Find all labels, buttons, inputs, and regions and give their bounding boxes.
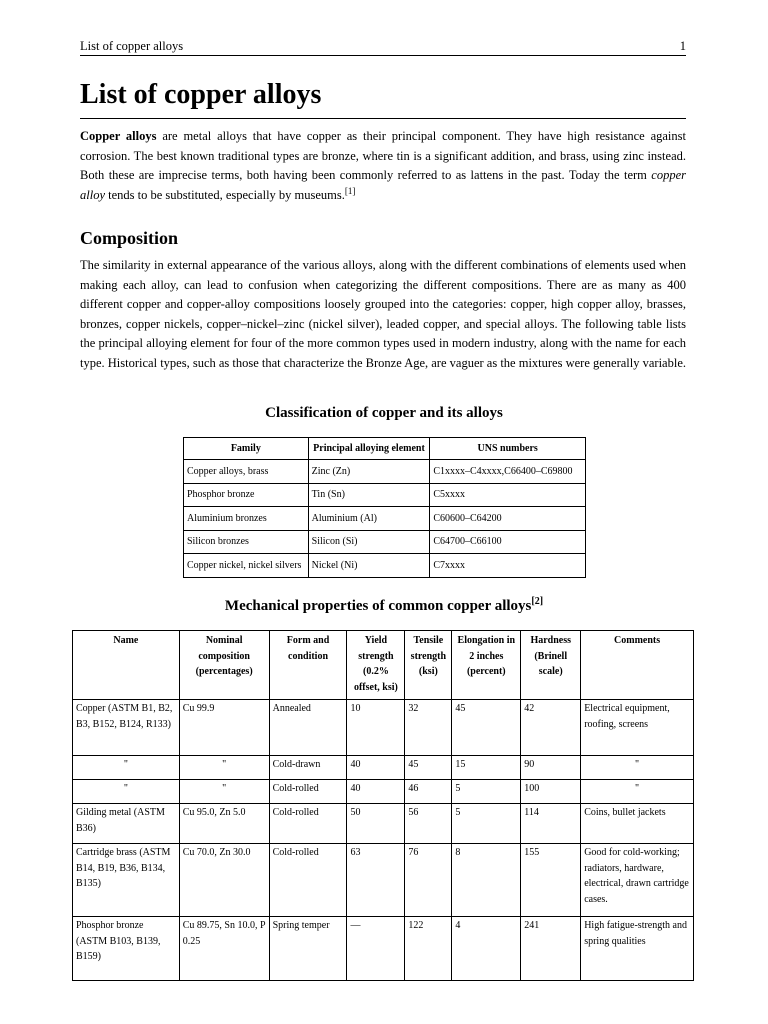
table-cell: Aluminium bronzes bbox=[184, 507, 309, 531]
table-cell: " bbox=[581, 756, 694, 780]
table-cell: 45 bbox=[405, 756, 452, 780]
table-row bbox=[184, 530, 586, 554]
table-row bbox=[184, 507, 586, 531]
table-cell: 241 bbox=[521, 917, 581, 981]
table-row bbox=[73, 804, 694, 844]
reference-link-1[interactable]: [1] bbox=[344, 185, 356, 196]
classification-table bbox=[183, 437, 586, 578]
table-cell: 50 bbox=[347, 804, 405, 844]
table2-header-row bbox=[73, 631, 694, 700]
table2-caption-text: Mechanical properties of common copper alloys bbox=[224, 598, 532, 614]
table-cell: Tin (Sn) bbox=[308, 483, 430, 507]
table-cell: 155 bbox=[521, 844, 581, 917]
column-header: Principal alloying element bbox=[308, 438, 430, 460]
column-header: Nominal composition (percentages) bbox=[179, 631, 269, 700]
table-cell: 45 bbox=[452, 700, 521, 756]
table-cell: Silicon bronzes bbox=[184, 530, 309, 554]
table-cell: 40 bbox=[347, 780, 405, 804]
page-title: List of copper alloys bbox=[80, 78, 686, 119]
table-cell: 100 bbox=[521, 780, 581, 804]
table-cell: Cu 99.9 bbox=[179, 700, 269, 756]
intro-italic-term: copper alloy bbox=[80, 168, 686, 202]
table-cell: C5xxxx bbox=[430, 483, 586, 507]
table-cell: 40 bbox=[347, 756, 405, 780]
table-row bbox=[73, 756, 694, 780]
column-header: Family bbox=[184, 438, 309, 460]
table-cell: Phosphor bronze (ASTM B103, B139, B159) bbox=[73, 917, 180, 981]
table-cell: Cu 70.0, Zn 30.0 bbox=[179, 844, 269, 917]
table-cell: — bbox=[347, 917, 405, 981]
running-header-title: List of copper alloys bbox=[80, 39, 184, 53]
intro-paragraph bbox=[80, 127, 686, 205]
table-cell: Cold-rolled bbox=[269, 804, 347, 844]
table-row bbox=[184, 554, 586, 578]
table-cell: 8 bbox=[452, 844, 521, 917]
column-header: Hardness (Brinell scale) bbox=[521, 631, 581, 700]
column-header: Name bbox=[73, 631, 180, 700]
table-cell: 46 bbox=[405, 780, 452, 804]
table-row bbox=[184, 460, 586, 484]
column-header: Yield strength (0.2% offset, ksi) bbox=[347, 631, 405, 700]
column-header: Form and condition bbox=[269, 631, 347, 700]
column-header: UNS numbers bbox=[430, 438, 586, 460]
table-cell: " bbox=[179, 756, 269, 780]
table-cell: 63 bbox=[347, 844, 405, 917]
table-cell: Copper nickel, nickel silvers bbox=[184, 554, 309, 578]
table-cell: Cu 89.75, Sn 10.0, P 0.25 bbox=[179, 917, 269, 981]
table-row bbox=[73, 780, 694, 804]
table-cell: 4 bbox=[452, 917, 521, 981]
table-cell: C64700–C66100 bbox=[430, 530, 586, 554]
table-cell: Gilding metal (ASTM B36) bbox=[73, 804, 180, 844]
table-cell: Phosphor bronze bbox=[184, 483, 309, 507]
intro-lead-term: Copper alloys bbox=[80, 129, 157, 143]
intro-text-1: are metal alloys that have copper as their principal component. They have high resistance against corrosion. The best known traditional types are bronze, where tin is a significant addition, and brass, using zinc instead. Both these are imprecise terms, both having been commonly referred to as lattens in the past. Today the term bbox=[80, 129, 686, 183]
running-header bbox=[80, 37, 686, 56]
table2-caption bbox=[0, 598, 768, 615]
table-cell: Zinc (Zn) bbox=[308, 460, 430, 484]
section-heading-composition: Composition bbox=[80, 228, 179, 248]
table-cell: Copper alloys, brass bbox=[184, 460, 309, 484]
table-cell: Copper (ASTM B1, B2, B3, B152, B124, R133) bbox=[73, 700, 180, 756]
table-cell: Silicon (Si) bbox=[308, 530, 430, 554]
intro-text-2: tends to be substituted, especially by museums. bbox=[105, 187, 345, 202]
composition-paragraph: The similarity in external appearance of the various alloys, along with the different combinations of elements used when making each alloy, can lead to confusion when categorizing the different compositions. There are as many as 400 different copper and copper-alloy compositions loosely grouped into the categories: copper, high copper alloy, brasses, bronzes, copper nickels, copper–nickel–zinc (nickel silver), leaded copper, and special alloys. The following table lists the principal alloying element for four of the more common types used in modern industry, along with the name for each type. Historical types, such as those that characterize the Bronze Age, are vaguer as the mixtures were generally variable. bbox=[80, 258, 686, 370]
table-cell: C60600–C64200 bbox=[430, 507, 586, 531]
table-cell: " bbox=[73, 780, 180, 804]
table-row bbox=[184, 483, 586, 507]
reference-link-2[interactable]: [2] bbox=[531, 596, 544, 607]
table-cell: Cold-drawn bbox=[269, 756, 347, 780]
table-cell: Cu 95.0, Zn 5.0 bbox=[179, 804, 269, 844]
table-row bbox=[73, 917, 694, 981]
table-cell: Good for cold-working; radiators, hardware, electrical, drawn cartridge cases. bbox=[581, 844, 694, 917]
table-cell: Aluminium (Al) bbox=[308, 507, 430, 531]
table-cell: 5 bbox=[452, 780, 521, 804]
table-cell: High fatigue-strength and spring qualities bbox=[581, 917, 694, 981]
table-cell: 76 bbox=[405, 844, 452, 917]
table-cell: 15 bbox=[452, 756, 521, 780]
table-cell: 32 bbox=[405, 700, 452, 756]
table-cell: 10 bbox=[347, 700, 405, 756]
table-cell: " bbox=[73, 756, 180, 780]
column-header: Elongation in 2 inches (percent) bbox=[452, 631, 521, 700]
column-header: Tensile strength (ksi) bbox=[405, 631, 452, 700]
table-cell: Electrical equipment, roofing, screens bbox=[581, 700, 694, 756]
column-header: Comments bbox=[581, 631, 694, 700]
table-cell: Cold-rolled bbox=[269, 780, 347, 804]
table-cell: Coins, bullet jackets bbox=[581, 804, 694, 844]
table-cell: Spring temper bbox=[269, 917, 347, 981]
table-cell: Cartridge brass (ASTM B14, B19, B36, B134, B135) bbox=[73, 844, 180, 917]
table-cell: " bbox=[581, 780, 694, 804]
table-cell: C7xxxx bbox=[430, 554, 586, 578]
table-cell: 90 bbox=[521, 756, 581, 780]
mechanical-properties-table bbox=[72, 630, 694, 981]
page-number: 1 bbox=[679, 39, 686, 53]
table-cell: 122 bbox=[405, 917, 452, 981]
table-cell: Annealed bbox=[269, 700, 347, 756]
table-cell: " bbox=[179, 780, 269, 804]
table1-caption: Classification of copper and its alloys bbox=[265, 405, 503, 421]
table-cell: 5 bbox=[452, 804, 521, 844]
table-cell: C1xxxx–C4xxxx,C66400–C69800 bbox=[430, 460, 586, 484]
table-row bbox=[73, 700, 694, 756]
table-cell: 114 bbox=[521, 804, 581, 844]
table-cell: 56 bbox=[405, 804, 452, 844]
table1-header-row bbox=[184, 438, 586, 460]
table-cell: Nickel (Ni) bbox=[308, 554, 430, 578]
table-cell: 42 bbox=[521, 700, 581, 756]
table-row bbox=[73, 844, 694, 917]
table-cell: Cold-rolled bbox=[269, 844, 347, 917]
